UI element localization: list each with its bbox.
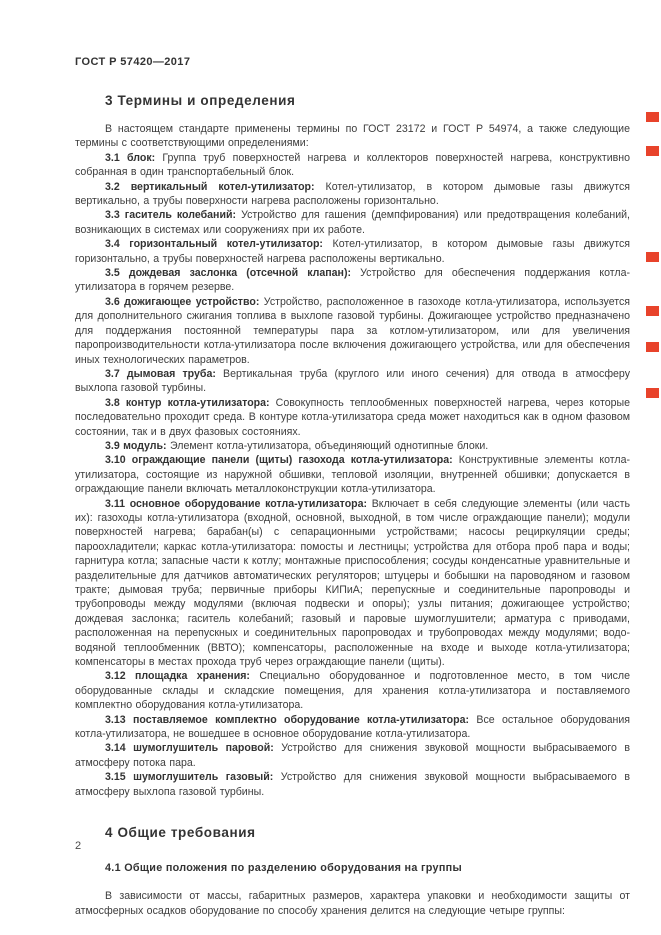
- margin-change-marker: [646, 146, 659, 156]
- term-name: 3.9 модуль:: [105, 439, 167, 452]
- margin-change-marker: [646, 252, 659, 262]
- term-definition: 3.8 контур котла-утилизатора: Совокупность теплообменных поверхностей нагрева, через которые последовательно проходит среда. В контуре котла-утилизатора среда может находиться как в одном фазовом состоянии, так и в двух фазовых состояниях.: [75, 396, 630, 438]
- term-name: 3.13 поставляемое комплектно оборудование котла-утилизатора:: [105, 713, 470, 726]
- term-name: 3.1 блок:: [105, 151, 156, 164]
- subsection-4-1-heading: 4.1 Общие положения по разделению оборудования на группы: [105, 862, 462, 875]
- term-name: 3.4 горизонтальный котел-утилизатор:: [105, 238, 323, 251]
- term-name: 3.6 дожигающее устройство:: [105, 295, 260, 308]
- term-definition: 3.1 блок: Группа труб поверхностей нагрева и коллекторов поверхностей нагрева, конструктивно собранная в один транспортабельный блок.: [75, 151, 630, 179]
- term-definition: 3.11 основное оборудование котла-утилизатора: Включает в себя следующие элементы (или часть их): газоходы котла-утилизатора (входной, основной, выходной, в том числе ограждающие панели); модули поверхностей нагрева; барабан(ы) с сепарационными устройствами; насосы рециркуляции среды; пароохладители; каркас котла-утилизатора: помосты и лестницы; устройства для отбора проб пара и воды; гарнитура котла; запасные части к котлу; монтажные приспособления; сосуды конденсатные уравнительные и разделительные для датчиков автоматических регуляторов; штуцеры и бобышки на пароводяном и газовом тракте; дымовая труба; первичные приборы КИПиА; перепускные и соединительные паропроводы и трубопроводы между модулями (включая подвески и опоры); узлы питания; дожигающее устройство; дождевая заслонка; гаситель колебаний; газовый и паровые шумоглушители; арматура с приводами, расположенная на перепускных и соединительных паропроводах и трубопроводах между модулями; водо-водяной теплообменник (ВВТО); компенсаторы, расположенные на входе и выходе котла-утилизатора; компенсаторы в местах прохода труб через ограждающие панели (щиты).: [75, 497, 630, 669]
- section-3-intro: В настоящем стандарте применены термины по ГОСТ 23172 и ГОСТ Р 54974, а также следующие термины с соответствующими определениями:: [75, 123, 630, 150]
- term-definition: 3.10 ограждающие панели (щиты) газохода котла-утилизатора: Конструктивные элементы котла-утилизатора, состоящие из наружной обшивки, тепловой изоляции, внутренней обшивки; допускается в ограждающие панели включать металлоконструкции котла-утилизатора.: [75, 454, 631, 496]
- term-name: 3.14 шумоглушитель паровой:: [105, 742, 274, 755]
- term-definition: 3.14 шумоглушитель паровой: Устройство для снижения звуковой мощности выбрасываемого в атмосферу потока пара.: [75, 742, 630, 769]
- term-definition: 3.15 шумоглушитель газовый: Устройство для снижения звуковой мощности выбрасываемого в атмосферу выхлопа газовой турбины.: [75, 771, 630, 798]
- term-definition: 3.13 поставляемое комплектно оборудование котла-утилизатора: Все остальное оборудования котла-утилизатора, не вошедшее в основное оборудование котла-утилизатора.: [75, 713, 631, 741]
- page-number: 2: [75, 840, 82, 852]
- term-definition: 3.2 вертикальный котел-утилизатор: Котел-утилизатор, в котором дымовые газы движутся вертикально, а трубы поверхности нагрева расположены горизонтально.: [75, 180, 631, 208]
- margin-change-marker: [646, 342, 659, 352]
- term-definition: 3.7 дымовая труба: Вертикальная труба (круглого или иного сечения) для отвода в атмосферу выхлопа газовой турбины.: [75, 367, 630, 395]
- margin-change-marker: [646, 306, 659, 316]
- term-definition: 3.9 модуль: Элемент котла-утилизатора, объединяющий однотипные блоки.: [105, 439, 489, 452]
- term-name: 3.8 контур котла-утилизатора:: [105, 396, 270, 409]
- page-content: [75, 56, 630, 918]
- term-name: 3.2 вертикальный котел-утилизатор:: [105, 180, 315, 193]
- term-definition: 3.3 гаситель колебаний: Устройство для гашения (демпфирования) или предотвращения колебаний, возникающих в системах или сооружениях при их работе.: [75, 209, 630, 236]
- term-name: 3.12 площадка хранения:: [105, 670, 250, 683]
- term-definition: 3.6 дожигающее устройство: Устройство, расположенное в газоходе котла-утилизатора, используется для дополнительного сжигания топлива в выхлопе газовой турбины. Дожигающее устройство предназначено для поддержания постоянной температуры пара за котлом-утилизатором, или для увеличения паропроизводительности котла-утилизатора после включения дожигающего устройства, или для обеспечения иных технологических параметров.: [75, 295, 631, 366]
- term-name: 3.11 основное оборудование котла-утилизатора:: [105, 497, 368, 510]
- section-4-heading: 4 Общие требования: [105, 825, 256, 841]
- term-name: 3.7 дымовая труба:: [105, 367, 216, 380]
- document-code: ГОСТ Р 57420—2017: [75, 56, 191, 68]
- margin-change-marker: [646, 112, 659, 122]
- term-name: 3.10 ограждающие панели (щиты) газохода котла-утилизатора:: [105, 454, 453, 467]
- terms-list: [75, 151, 630, 799]
- term-definition: 3.4 горизонтальный котел-утилизатор: Котел-утилизатор, в котором дымовые газы движутся горизонтально, а трубы поверхностей нагрева расположены вертикально.: [75, 238, 631, 265]
- term-definition: 3.12 площадка хранения: Специально оборудованное и подготовленное место, в том числе оборудованные склады и складские помещения, для хранения котла-утилизатора и поставляемого комплектно оборудования котла-утилизатора.: [75, 670, 631, 712]
- section-3-heading: 3 Термины и определения: [105, 93, 296, 108]
- term-definition: 3.5 дождевая заслонка (отсечной клапан): Устройство для обеспечения поддержания котла-утилизатора в горячем резерве.: [75, 267, 630, 294]
- section-4-paragraph: В зависимости от массы, габаритных размеров, характера упаковки и необходимости защиты от атмосферных осадков оборудование по способу хранения делится на следующие четыре группы:: [75, 890, 630, 917]
- term-name: 3.15 шумоглушитель газовый:: [105, 771, 274, 784]
- term-name: 3.3 гаситель колебаний:: [105, 209, 236, 222]
- term-name: 3.5 дождевая заслонка (отсечной клапан):: [105, 267, 352, 280]
- margin-change-marker: [646, 388, 659, 398]
